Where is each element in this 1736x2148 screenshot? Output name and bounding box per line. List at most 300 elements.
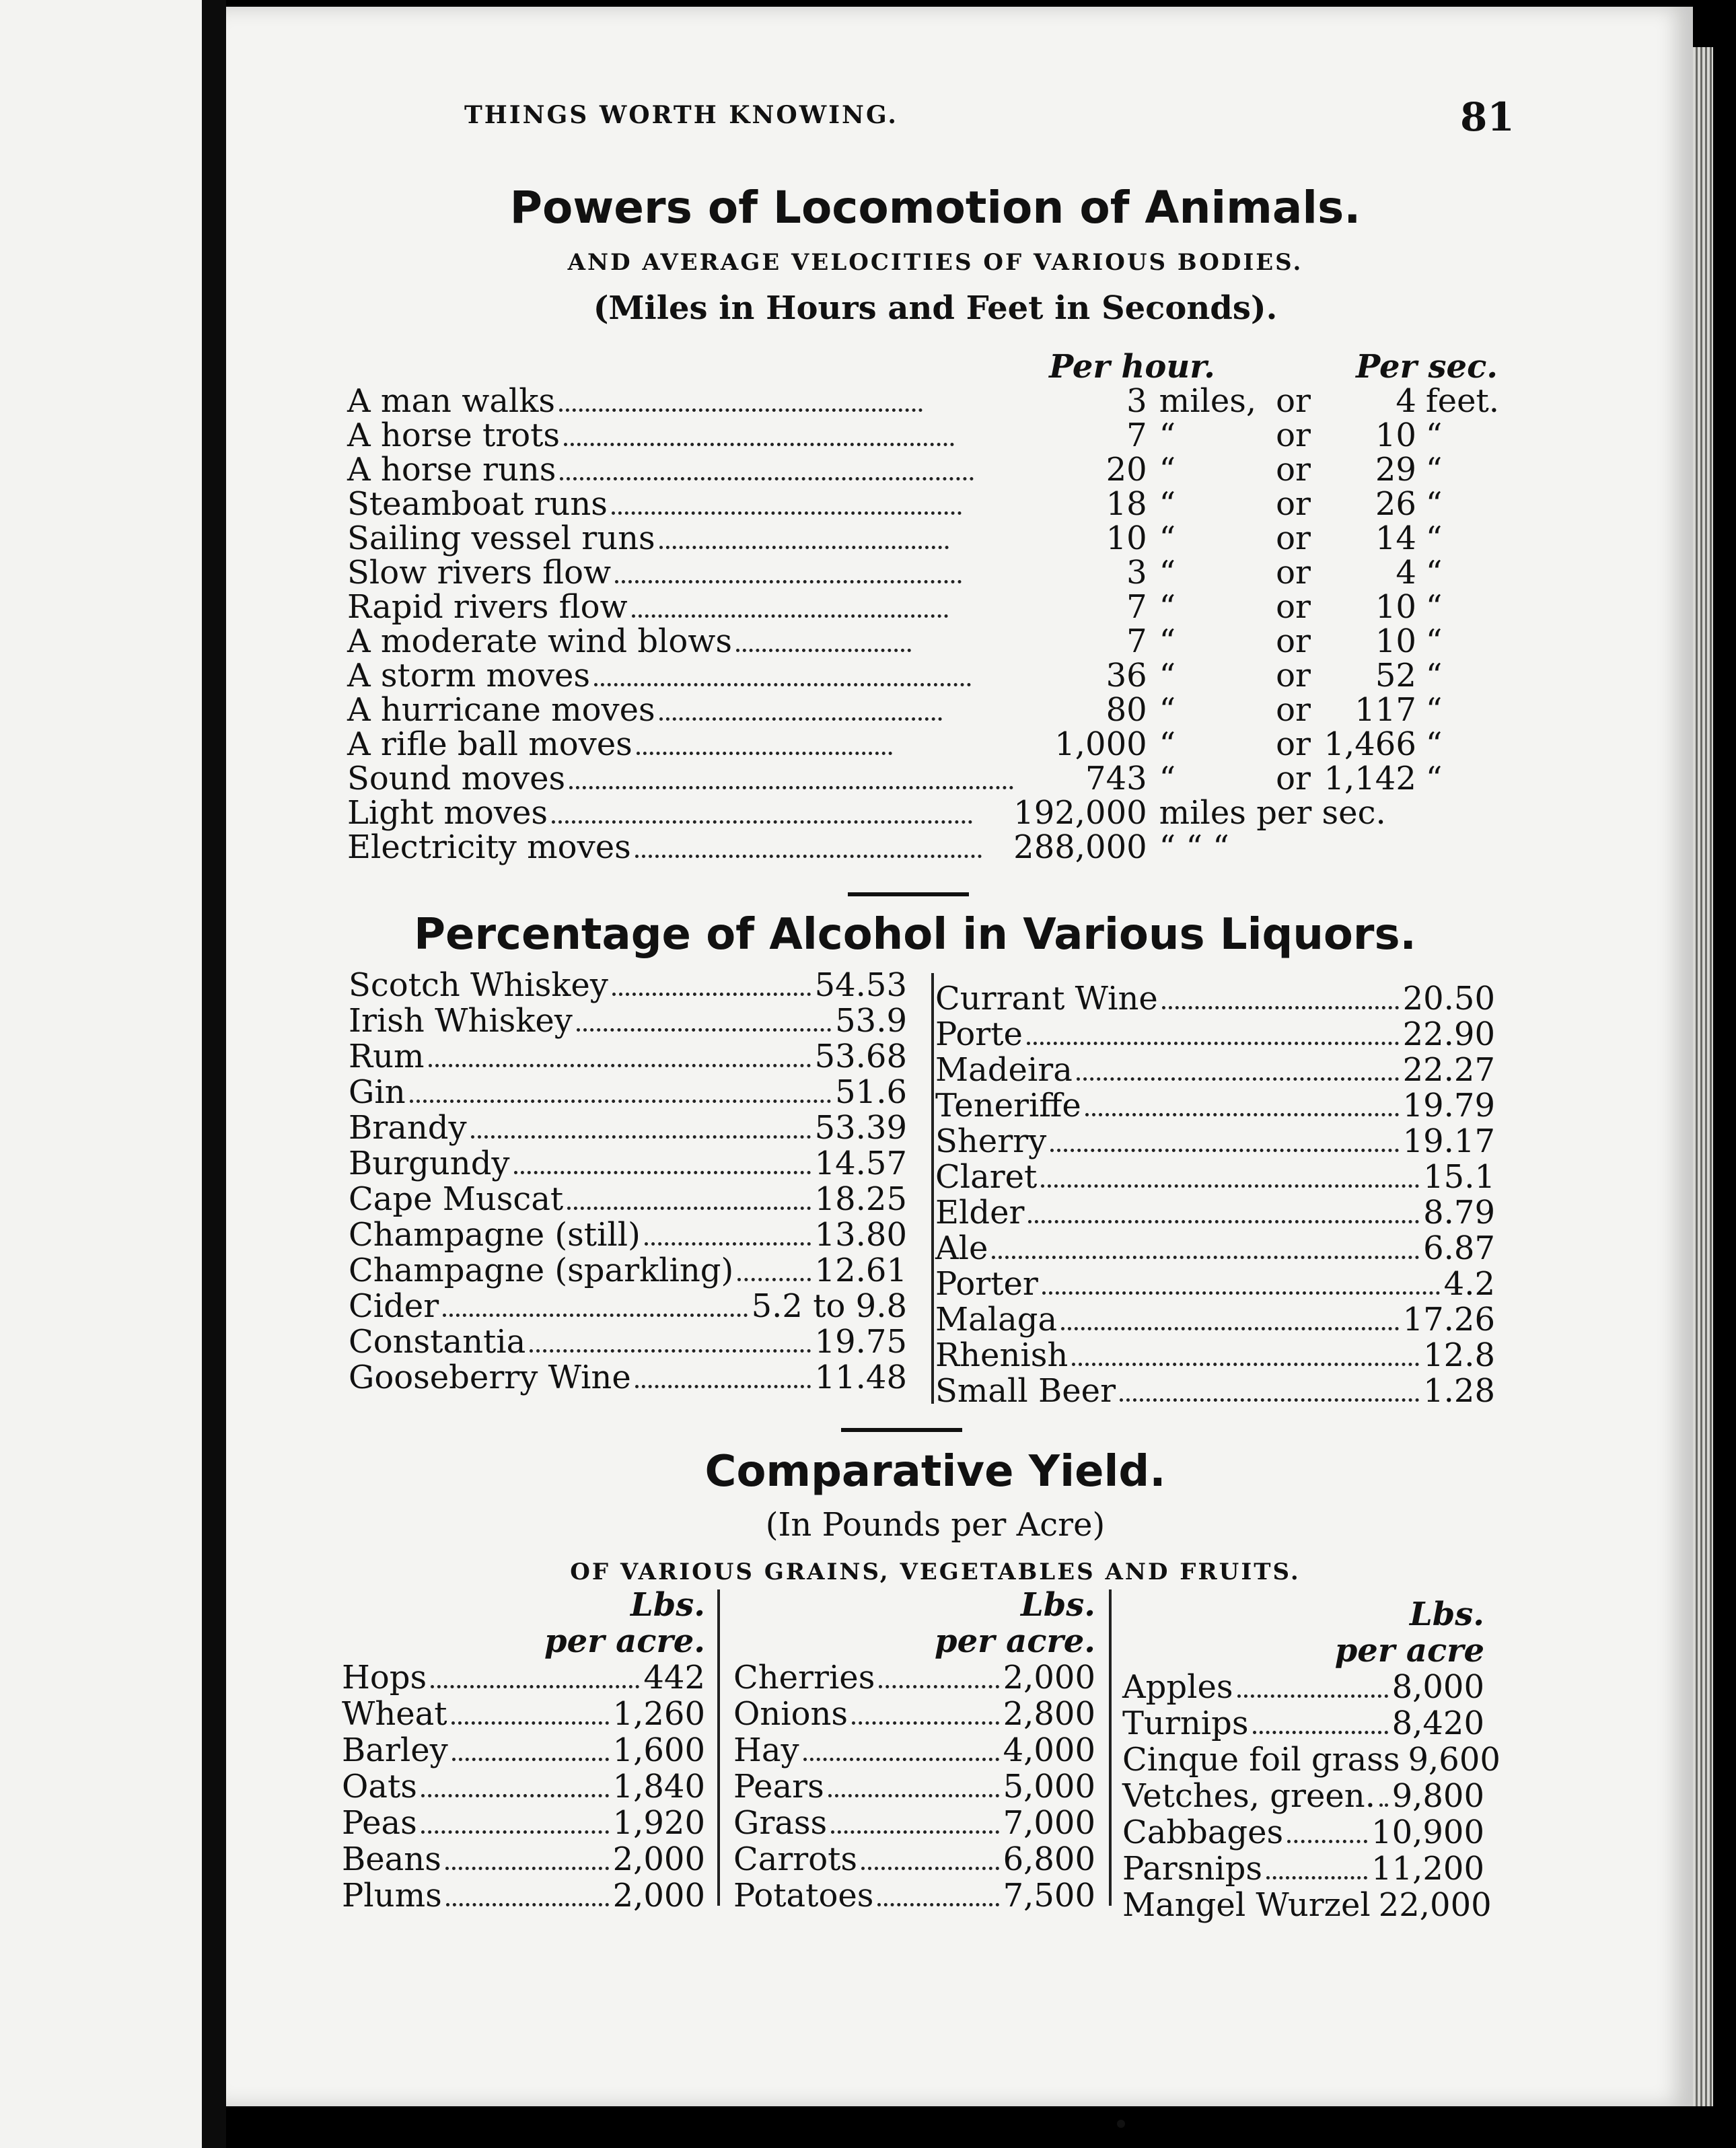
alcohol-percentage: 53.68: [814, 1038, 907, 1075]
dot-leader: [637, 752, 892, 755]
crop-name: Grass: [733, 1804, 828, 1842]
crop-name: Parsnips: [1122, 1850, 1262, 1888]
column-divider: [931, 973, 934, 1404]
speed-per-second: 117: [1354, 691, 1416, 729]
speed-per-hour: 3: [1126, 554, 1147, 592]
speed-per-second: 4: [1396, 554, 1416, 592]
yield-column-header-lbs: Lbs.: [630, 1586, 705, 1624]
dot-leader: [569, 786, 1013, 789]
crop-name: Oats: [342, 1768, 417, 1805]
dot-leader: [445, 1867, 609, 1870]
locomotion-row-label-cell: [347, 419, 1013, 453]
yield-row: [733, 1768, 1095, 1805]
liquor-name: Burgundy: [349, 1145, 510, 1182]
dot-leader: [560, 477, 974, 480]
speed-per-hour: 1,000: [1054, 725, 1147, 763]
locomotion-row: [347, 624, 1505, 659]
page-edges: [1693, 47, 1713, 2106]
speed-unit-second: feet.: [1425, 382, 1500, 420]
liquor-name: Currant Wine: [935, 980, 1158, 1017]
liquor-name: Gin: [349, 1073, 406, 1111]
yield-value: 1,600: [612, 1731, 705, 1769]
speed-unit: “: [1159, 417, 1176, 454]
yield-units-note: (In Pounds per Acre): [765, 1506, 1106, 1544]
per-hour-header: Per hour.: [1049, 348, 1215, 386]
or-word: or: [1276, 691, 1311, 729]
alcohol-percentage: 5.2 to 9.8: [751, 1287, 907, 1325]
speed-unit: “: [1159, 657, 1176, 694]
dot-leader: [1237, 1694, 1388, 1698]
liquor-row: [935, 1195, 1495, 1231]
yield-row: [342, 1696, 705, 1732]
locomotion-row-label: A storm moves: [347, 657, 591, 694]
speed-per-second: 10: [1375, 622, 1416, 660]
yield-row: [733, 1841, 1095, 1877]
yield-row: [733, 1659, 1095, 1696]
dot-leader: [443, 1314, 747, 1317]
liquor-name: Scotch Whiskey: [349, 966, 608, 1004]
crop-name: Onions: [733, 1695, 848, 1733]
yield-row: [1122, 1705, 1484, 1742]
crop-name: Pears: [733, 1768, 824, 1805]
speed-unit-second: “: [1425, 622, 1443, 660]
dot-leader: [1027, 1042, 1399, 1045]
yield-column-header-per-acre: per acre.: [935, 1622, 1095, 1660]
speed-per-second: 26: [1375, 485, 1416, 523]
locomotion-row-label: Slow rivers flow: [347, 554, 612, 592]
locomotion-row-label: A man walks: [347, 382, 555, 420]
dot-leader: [471, 1135, 811, 1139]
yield-value: 2,000: [612, 1840, 705, 1878]
locomotion-row-label-cell: [347, 487, 1013, 522]
locomotion-title: Powers of Locomotion of Animals.: [509, 182, 1361, 234]
speed-unit-second: “: [1425, 451, 1443, 489]
liquor-row: [349, 1217, 907, 1253]
liquor-row: [349, 968, 907, 1003]
yield-column-2: [733, 1587, 1095, 1914]
locomotion-row-label-cell: [347, 453, 1013, 487]
dot-leader: [831, 1830, 999, 1834]
yield-value: 11,200: [1371, 1850, 1484, 1888]
or-word: or: [1276, 485, 1311, 523]
locomotion-row-label-cell: [347, 522, 1013, 556]
speed-per-second: 52: [1375, 657, 1416, 694]
speed-unit-second: “: [1425, 725, 1443, 763]
locomotion-row: [347, 659, 1505, 693]
dot-leader: [451, 1721, 609, 1725]
alcohol-percentage: 13.80: [814, 1216, 907, 1254]
per-sec-header: Per sec.: [1356, 348, 1498, 386]
speed-per-second: 29: [1375, 451, 1416, 489]
column-divider: [1109, 1589, 1112, 1906]
yield-column-header-per-acre: per acre.: [544, 1622, 705, 1660]
locomotion-header-row: [347, 350, 1505, 384]
locomotion-row: [347, 453, 1505, 487]
yield-column-header-per-acre: per acre: [1334, 1632, 1484, 1670]
liquor-row: [935, 1159, 1495, 1195]
dot-leader: [877, 1903, 999, 1906]
alcohol-list-right: [935, 981, 1495, 1409]
yield-value: 1,260: [612, 1695, 705, 1733]
speed-per-second: 10: [1375, 417, 1416, 454]
yield-value: 8,420: [1391, 1705, 1484, 1742]
yield-value: 22,000: [1378, 1886, 1492, 1924]
dot-leader: [1287, 1840, 1367, 1843]
dot-leader: [1162, 1006, 1399, 1009]
dot-leader: [577, 1028, 831, 1032]
alcohol-percentage: 18.25: [814, 1180, 907, 1218]
alcohol-percentage: 22.90: [1402, 1015, 1495, 1053]
dot-leader: [1041, 1184, 1419, 1188]
alcohol-percentage: 11.48: [814, 1359, 907, 1396]
scan-speck: [1117, 2120, 1125, 2128]
liquor-row: [935, 981, 1495, 1017]
locomotion-row-label-cell: [347, 384, 1013, 419]
alcohol-percentage: 20.50: [1402, 980, 1495, 1017]
speed-per-hour: 10: [1106, 520, 1147, 557]
yield-row: [342, 1659, 705, 1696]
locomotion-row-label-cell: [347, 556, 1013, 590]
yield-value: 9,600: [1408, 1741, 1500, 1779]
liquor-name: Claret: [935, 1158, 1038, 1196]
alcohol-percentage: 19.79: [1402, 1087, 1495, 1124]
yield-column-3: [1122, 1596, 1500, 1924]
liquor-name: Cider: [349, 1287, 439, 1325]
dot-leader: [1085, 1113, 1399, 1116]
locomotion-row: [347, 590, 1505, 624]
crop-name: Apples: [1122, 1668, 1233, 1706]
alcohol-list-left: [349, 968, 907, 1396]
dot-leader: [594, 683, 971, 686]
speed-unit-second: “: [1425, 657, 1443, 694]
yield-value: 1,840: [612, 1768, 705, 1805]
speed-unit: “: [1159, 588, 1176, 626]
yield-row: [733, 1696, 1095, 1732]
dot-leader: [635, 1385, 811, 1388]
speed-unit-second: “: [1425, 520, 1443, 557]
yield-subtitle: OF VARIOUS GRAINS, VEGETABLES AND FRUITS.: [570, 1559, 1301, 1585]
locomotion-row-label-cell: [347, 624, 1013, 659]
yield-value: 10,900: [1371, 1814, 1484, 1851]
speed-per-hour: 36: [1106, 657, 1147, 694]
speed-unit: “: [1159, 760, 1176, 797]
yield-title: Comparative Yield.: [704, 1447, 1166, 1497]
or-word: or: [1276, 382, 1311, 420]
liquor-name: Cape Muscat: [349, 1180, 564, 1218]
locomotion-row-label: Rapid rivers flow: [347, 588, 628, 626]
locomotion-row-label-cell: [347, 796, 1013, 830]
dot-leader: [552, 820, 972, 824]
liquor-row: [349, 1253, 907, 1289]
yield-value: 6,800: [1003, 1840, 1095, 1878]
locomotion-row-label-cell: [347, 727, 1013, 762]
column-divider: [717, 1589, 720, 1906]
locomotion-row: [347, 727, 1505, 762]
speed-unit-second: “: [1425, 691, 1443, 729]
speed-unit-second: “: [1425, 554, 1443, 592]
yield-column-header-lbs: Lbs.: [1020, 1586, 1095, 1624]
yield-row: [733, 1805, 1095, 1841]
locomotion-row-label: Light moves: [347, 794, 548, 832]
alcohol-percentage: 53.39: [814, 1109, 907, 1147]
dot-leader: [635, 855, 982, 858]
speed-per-hour: 7: [1126, 417, 1147, 454]
locomotion-row-label-cell: [347, 590, 1013, 624]
alcohol-percentage: 17.26: [1402, 1301, 1495, 1338]
liquor-name: Rhenish: [935, 1336, 1069, 1374]
locomotion-row-label-cell: [347, 830, 1013, 865]
dot-leader: [567, 1207, 810, 1210]
liquor-row: [935, 1124, 1495, 1159]
speed-unit: “: [1159, 725, 1176, 763]
speed-per-hour: 7: [1126, 622, 1147, 660]
crop-name: Beans: [342, 1840, 441, 1878]
liquor-name: Small Beer: [935, 1372, 1116, 1410]
dot-leader: [1077, 1077, 1399, 1081]
locomotion-row-label: A moderate wind blows: [347, 622, 733, 660]
dot-leader: [421, 1794, 609, 1797]
speed-per-hour: 18: [1106, 485, 1147, 523]
locomotion-row: [347, 522, 1505, 556]
dot-leader: [446, 1903, 609, 1906]
yield-row: [1122, 1669, 1484, 1705]
liquor-row: [935, 1231, 1495, 1266]
or-word: or: [1276, 760, 1311, 797]
liquor-name: Sherry: [935, 1122, 1047, 1160]
speed-per-second: 1,142: [1324, 760, 1416, 797]
liquor-name: Champagne (still): [349, 1216, 641, 1254]
liquor-name: Porte: [935, 1015, 1023, 1053]
dot-leader: [410, 1100, 832, 1103]
yield-row: [342, 1841, 705, 1877]
yield-value: 9,800: [1391, 1777, 1484, 1815]
liquor-row: [349, 1182, 907, 1217]
liquor-name: Constantia: [349, 1323, 526, 1361]
yield-value: 2,000: [1003, 1659, 1095, 1696]
dot-leader: [452, 1758, 609, 1761]
locomotion-row-label: A horse runs: [347, 451, 556, 489]
yield-row: [1122, 1814, 1484, 1851]
or-word: or: [1276, 417, 1311, 454]
crop-name: Cinque foil grass: [1122, 1741, 1400, 1779]
alcohol-percentage: 4.2: [1443, 1265, 1495, 1303]
crop-name: Cabbages: [1122, 1814, 1284, 1851]
dot-leader: [803, 1758, 999, 1761]
alcohol-percentage: 53.9: [835, 1002, 907, 1040]
dot-leader: [421, 1830, 609, 1834]
alcohol-percentage: 12.61: [814, 1252, 907, 1289]
yield-value: 7,000: [1003, 1804, 1095, 1842]
dot-leader: [828, 1794, 999, 1797]
alcohol-percentage: 19.17: [1402, 1122, 1495, 1160]
yield-value: 5,000: [1003, 1768, 1095, 1805]
yield-row: [342, 1768, 705, 1805]
liquor-row: [349, 1360, 907, 1396]
dot-leader: [659, 717, 942, 721]
speed-unit: “: [1159, 622, 1176, 660]
liquor-row: [935, 1266, 1495, 1302]
locomotion-row: [347, 796, 1505, 830]
dot-leader: [1120, 1398, 1419, 1402]
liquor-row: [349, 1324, 907, 1360]
or-word: or: [1276, 588, 1311, 626]
liquor-name: Malaga: [935, 1301, 1058, 1338]
crop-name: Hops: [342, 1659, 427, 1696]
yield-value: 442: [643, 1659, 705, 1696]
alcohol-percentage: 22.27: [1402, 1051, 1495, 1089]
or-word: or: [1276, 554, 1311, 592]
running-head: THINGS WORTH KNOWING.: [464, 101, 898, 129]
liquor-row: [349, 1075, 907, 1110]
speed-per-hour: 7: [1126, 588, 1147, 626]
dot-leader: [879, 1685, 999, 1688]
section-divider: [841, 1428, 962, 1432]
dot-leader: [736, 649, 911, 652]
dot-leader: [1253, 1731, 1388, 1734]
yield-value: 2,800: [1003, 1695, 1095, 1733]
yield-value: 7,500: [1003, 1877, 1095, 1914]
locomotion-row-label: A horse trots: [347, 417, 560, 454]
liquor-row: [935, 1017, 1495, 1052]
liquor-name: Rum: [349, 1038, 425, 1075]
speed-unit: “ “ “: [1159, 828, 1229, 866]
locomotion-row-label: A hurricane moves: [347, 691, 655, 729]
yield-value: 8,000: [1391, 1668, 1484, 1706]
locomotion-row-label: Electricity moves: [347, 828, 631, 866]
yield-value: 2,000: [612, 1877, 705, 1914]
crop-name: Cherries: [733, 1659, 875, 1696]
dot-leader: [612, 993, 811, 996]
yield-column-1: [342, 1587, 705, 1914]
yield-row: [1122, 1851, 1484, 1887]
crop-name: Wheat: [342, 1695, 447, 1733]
speed-per-second: 14: [1375, 520, 1416, 557]
liquor-name: Madeira: [935, 1051, 1073, 1089]
liquor-name: Brandy: [349, 1109, 467, 1147]
locomotion-row: [347, 419, 1505, 453]
speed-per-hour: 192,000: [1013, 794, 1147, 832]
or-word: or: [1276, 520, 1311, 557]
alcohol-percentage: 15.1: [1423, 1158, 1495, 1196]
or-word: or: [1276, 622, 1311, 660]
locomotion-units-note: (Miles in Hours and Feet in Seconds).: [593, 289, 1278, 327]
locomotion-row-label-cell: [347, 762, 1013, 796]
dot-leader: [861, 1867, 999, 1870]
dot-leader: [514, 1171, 811, 1174]
or-word: or: [1276, 451, 1311, 489]
speed-unit-second: “: [1425, 485, 1443, 523]
speed-unit-second: “: [1425, 588, 1443, 626]
locomotion-row-label-cell: [347, 693, 1013, 727]
speed-unit: “: [1159, 554, 1176, 592]
locomotion-table: [347, 350, 1505, 865]
speed-per-hour: 80: [1106, 691, 1147, 729]
locomotion-row: [347, 487, 1505, 522]
locomotion-row-label: Steamboat runs: [347, 485, 608, 523]
or-word: or: [1276, 725, 1311, 763]
dot-leader: [559, 408, 923, 412]
liquor-row: [935, 1088, 1495, 1124]
liquor-row: [349, 1003, 907, 1039]
alcohol-percentage: 12.8: [1423, 1336, 1495, 1374]
section-divider: [848, 892, 969, 896]
locomotion-row: [347, 384, 1505, 419]
dot-leader: [992, 1256, 1419, 1259]
yield-row: [1122, 1778, 1484, 1814]
speed-unit-second: “: [1425, 760, 1443, 797]
dot-leader: [615, 580, 962, 583]
yield-row: [1122, 1886, 1492, 1924]
liquor-name: Champagne (sparkling): [349, 1252, 734, 1289]
locomotion-subtitle: AND AVERAGE VELOCITIES OF VARIOUS BODIES.: [567, 249, 1303, 276]
dot-leader: [1061, 1327, 1399, 1330]
crop-name: Barley: [342, 1731, 448, 1769]
locomotion-row-label: A rifle ball moves: [347, 725, 632, 763]
liquor-row: [935, 1338, 1495, 1373]
crop-name: Peas: [342, 1804, 417, 1842]
speed-unit: miles,: [1159, 382, 1257, 420]
crop-name: Mangel Wurzel: [1122, 1886, 1371, 1924]
yield-row: [733, 1732, 1095, 1768]
liquor-row: [349, 1146, 907, 1182]
liquor-name: Ale: [935, 1229, 988, 1267]
dot-leader: [431, 1685, 639, 1688]
locomotion-row: [347, 556, 1505, 590]
dot-leader: [429, 1064, 811, 1067]
liquor-name: Porter: [935, 1265, 1038, 1303]
locomotion-row-label: Sailing vessel runs: [347, 520, 655, 557]
crop-name: Turnips: [1122, 1705, 1249, 1742]
speed-per-hour: 743: [1085, 760, 1147, 797]
liquor-name: Gooseberry Wine: [349, 1359, 631, 1396]
dot-leader: [1379, 1803, 1388, 1807]
locomotion-row-label: Sound moves: [347, 760, 566, 797]
liquor-row: [935, 1052, 1495, 1088]
locomotion-row: [347, 830, 1505, 865]
alcohol-percentage: 1.28: [1423, 1372, 1495, 1410]
speed-per-hour: 20: [1106, 451, 1147, 489]
locomotion-row: [347, 693, 1505, 727]
crop-name: Plums: [342, 1877, 442, 1914]
dot-leader: [1050, 1149, 1398, 1152]
dot-leader: [1266, 1876, 1367, 1880]
binding-gutter: [202, 0, 226, 2148]
speed-unit: “: [1159, 485, 1176, 523]
dot-leader: [530, 1349, 810, 1353]
dot-leader: [645, 1242, 811, 1246]
speed-per-second: 1,466: [1324, 725, 1416, 763]
yield-value: 4,000: [1003, 1731, 1095, 1769]
speed-per-hour: 3: [1126, 382, 1147, 420]
dot-leader: [632, 614, 948, 618]
speed-per-second: 10: [1375, 588, 1416, 626]
locomotion-row-label-cell: [347, 659, 1013, 693]
dot-leader: [1042, 1291, 1440, 1295]
alcohol-percentage: 6.87: [1423, 1229, 1495, 1267]
dot-leader: [1028, 1220, 1419, 1223]
yield-row: [342, 1877, 705, 1914]
liquor-row: [349, 1039, 907, 1075]
speed-per-second: 4: [1396, 382, 1416, 420]
dot-leader: [737, 1278, 810, 1281]
alcohol-percentage: 54.53: [814, 966, 907, 1004]
facing-page: [0, 0, 205, 2148]
liquor-name: Teneriffe: [935, 1087, 1081, 1124]
dot-leader: [564, 443, 954, 446]
yield-value: 1,920: [612, 1804, 705, 1842]
crop-name: Vetches, green.: [1122, 1777, 1375, 1815]
alcohol-percentage: 8.79: [1423, 1194, 1495, 1231]
